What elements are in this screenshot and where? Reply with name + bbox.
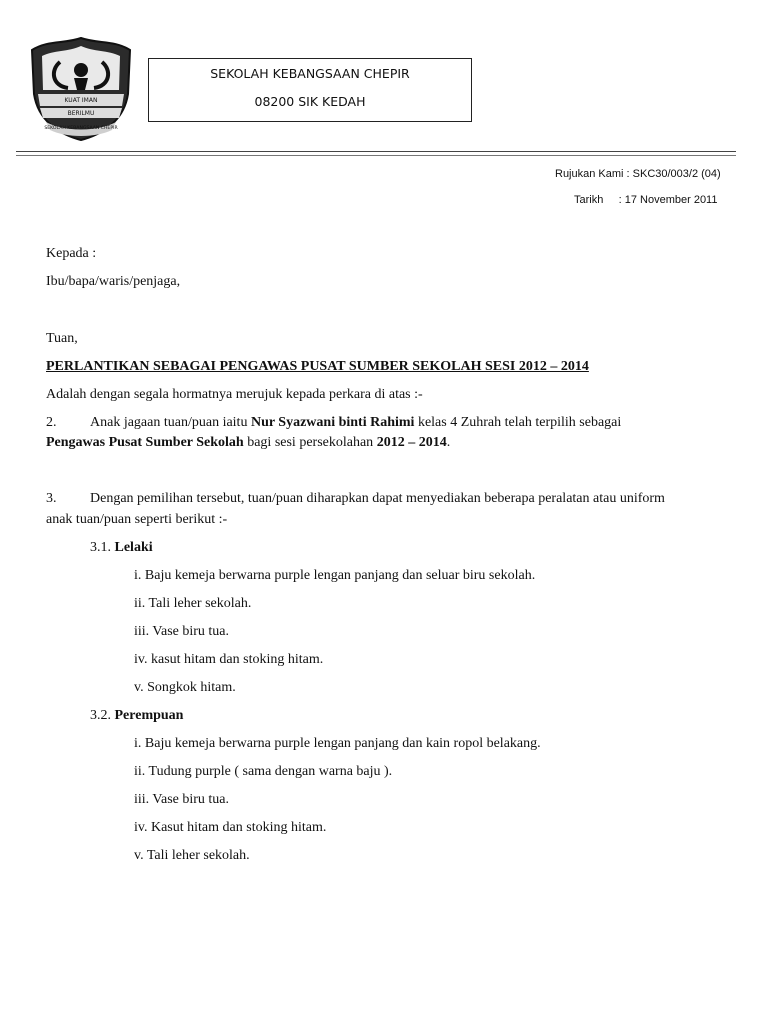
paragraph-3-line-2: anak tuan/puan seperti berikut :- bbox=[46, 512, 228, 527]
list-item: ii. Tali leher sekolah. bbox=[134, 596, 252, 611]
crest-school-name: SEKOLAH KEBANGSAAN CHEPIR bbox=[44, 126, 118, 131]
list-item: iv. Kasut hitam dan stoking hitam. bbox=[134, 820, 327, 835]
section-perempuan-heading: 3.2. Perempuan bbox=[90, 708, 184, 723]
list-item: i. Baju kemeja berwarna purple lengan panjang dan kain ropol belakang. bbox=[134, 736, 541, 751]
school-header-box bbox=[148, 58, 472, 122]
header-divider bbox=[16, 151, 736, 152]
school-name: SEKOLAH KEBANGSAAN CHEPIR bbox=[210, 66, 410, 81]
letter-date bbox=[574, 194, 717, 206]
date-label: Tarikh bbox=[574, 194, 604, 206]
salutation: Tuan, bbox=[46, 331, 78, 346]
crest-motto-1: KUAT IMAN bbox=[64, 97, 98, 104]
school-crest-logo bbox=[24, 36, 138, 142]
list-item: iii. Vase biru tua. bbox=[134, 624, 230, 639]
session-years: 2012 – 2014 bbox=[376, 435, 447, 450]
paragraph-2-line-1: Anak jagaan tuan/puan iaitu Nur Syazwani binti Rahimi kelas 4 Zuhrah telah terpilih sebagai bbox=[90, 415, 622, 430]
intro-paragraph: Adalah dengan segala hormatnya merujuk kepada perkara di atas :- bbox=[46, 387, 423, 402]
header-divider-thin bbox=[16, 155, 736, 156]
paragraph-2-line-2: Pengawas Pusat Sumber Sekolah bagi sesi persekolahan 2012 – 2014. bbox=[46, 435, 451, 450]
list-item: ii. Tudung purple ( sama dengan warna baju ). bbox=[134, 764, 393, 779]
list-item: v. Songkok hitam. bbox=[134, 680, 236, 695]
student-name: Nur Syazwani binti Rahimi bbox=[250, 415, 415, 430]
appointment-role: Pengawas Pusat Sumber Sekolah bbox=[46, 435, 244, 450]
letter-subject: PERLANTIKAN SEBAGAI PENGAWAS PUSAT SUMBER SEKOLAH SESI 2012 – 2014 bbox=[46, 359, 589, 374]
paragraph-3-number: 3. bbox=[46, 491, 57, 506]
school-address: 08200 SIK KEDAH bbox=[254, 94, 366, 109]
list-item: iii. Vase biru tua. bbox=[134, 792, 230, 807]
list-item: iv. kasut hitam dan stoking hitam. bbox=[134, 652, 324, 667]
list-item: v. Tali leher sekolah. bbox=[134, 848, 250, 863]
section-lelaki-heading: 3.1. Lelaki bbox=[90, 540, 153, 555]
paragraph-2-number: 2. bbox=[46, 415, 57, 430]
list-item: i. Baju kemeja berwarna purple lengan panjang dan seluar biru sekolah. bbox=[134, 568, 536, 583]
date-value: : 17 November 2011 bbox=[618, 194, 718, 206]
reference-number: Rujukan Kami : SKC30/003/2 (04) bbox=[555, 168, 721, 180]
crest-motto-2: BERILMU bbox=[67, 110, 95, 117]
paragraph-3-line-1: Dengan pemilihan tersebut, tuan/puan diharapkan dapat menyediakan beberapa peralatan atau uniform bbox=[90, 491, 665, 506]
kepada-label: Kepada : bbox=[46, 246, 97, 261]
recipient: Ibu/bapa/waris/penjaga, bbox=[46, 274, 181, 289]
